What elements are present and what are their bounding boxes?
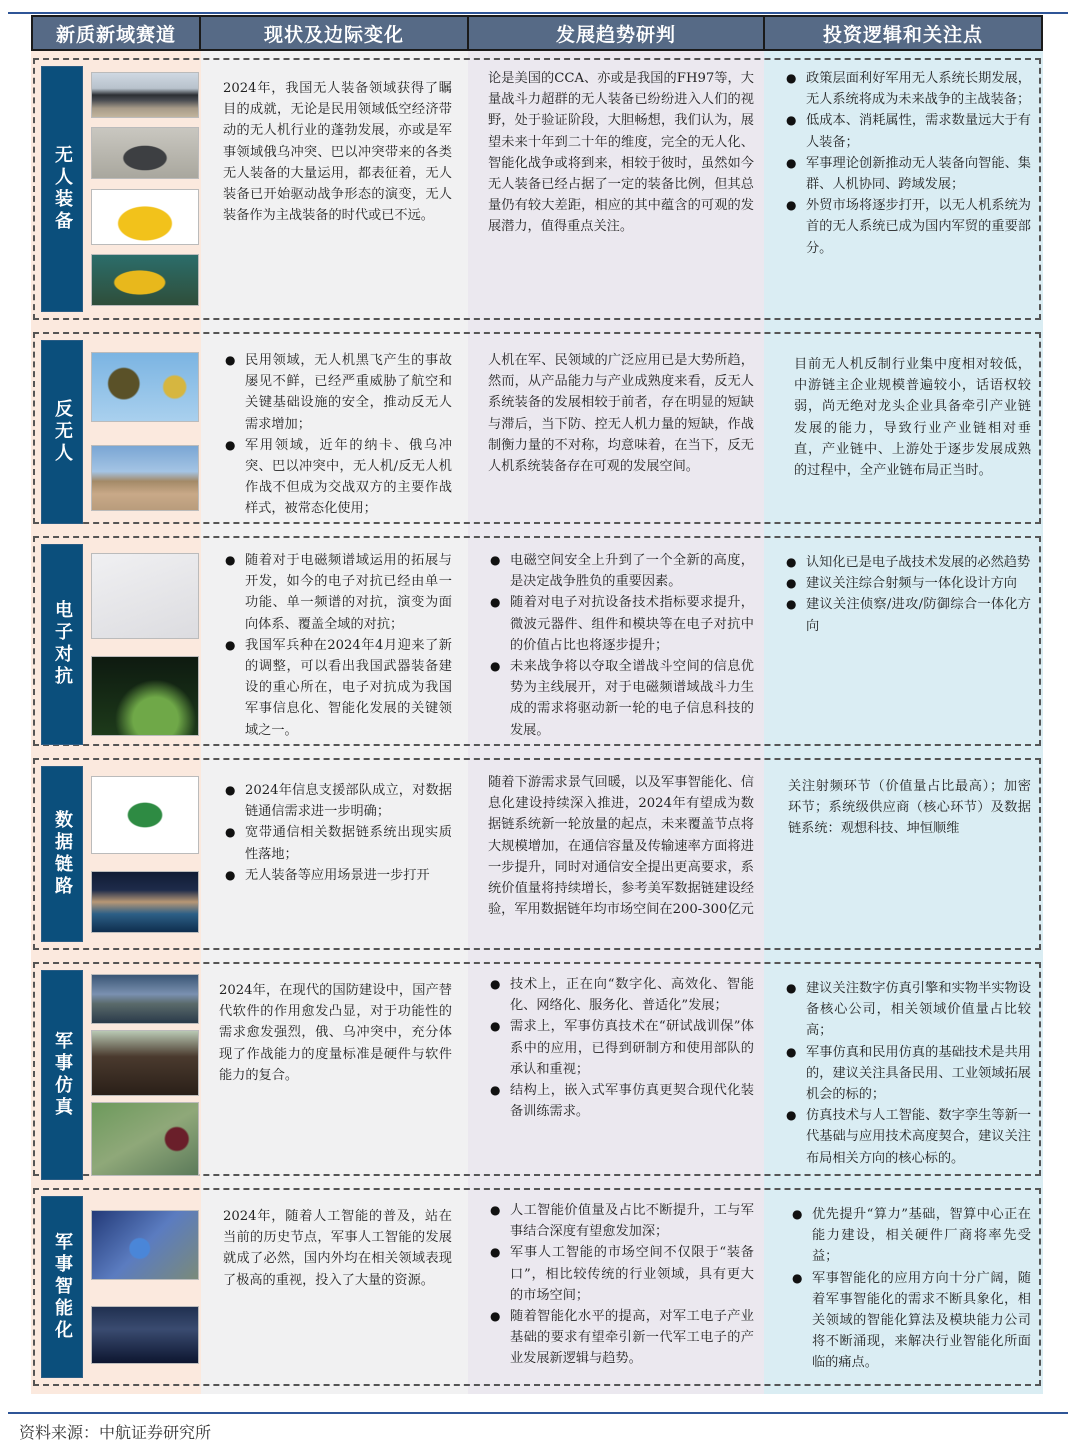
new-domain-tracks-table [31,15,1043,1394]
status-text: 2024年，随着人工智能的普及，站在当前的历史节点，军事人工智能的发展就成了必然，国内外均在相关领域表现了极高的重视，投入了大量的资源。 [223,1209,452,1288]
table-row-electronic-warfare [33,536,1041,746]
status-bullet: ● 军用领域，近年的纳卡、俄乌冲突、巴以冲突中，无人机/反无人机作战不但成为交战双方的主要作战样式，被常态化使用； [223,435,452,520]
status-bullet: ● 2024年信息支援部队成立，对数据链通信需求进一步明确； [223,780,452,822]
invest-bullet: ● 军事仿真和民用仿真的基础技术是共用的，建议关注具备民用、工业领域拓展机会的标的； [784,1042,1031,1106]
invest-bullet: ● 军事智能化的应用方向十分广阔，随着军事智能化的需求不断具象化，相关领域的智能化算法及模块能力公司将不断涌现，来解决行业智能化所面临的痛点。 [790,1268,1031,1374]
invest-text: 关注射频环节（价值量占比最高）；加密环节；系统级供应商（核心环节）及数据链系统：观想科技、坤恒顺维 [788,779,1031,837]
trend-bullet: ● 技术上，正在向“数字化、高效化、智能化、网络化、服务化、普适化”发展； [488,974,754,1016]
trend-bullet: ● 结构上，嵌入式军事仿真更契合现代化装备训练需求。 [488,1080,754,1122]
trend-cell [472,538,768,751]
header-track: 新质新域赛道 [33,17,201,49]
cockpit-simulation-image [91,974,199,1024]
invest-cell [768,1190,1047,1384]
trend-cell [472,964,768,1186]
command-center-image [91,1306,199,1364]
invest-bullet: ● 建议关注侦察/进攻/防御综合一体化方向 [784,594,1031,636]
trend-cell [472,1190,768,1384]
status-bullet: ● 宽带通信相关数据链系统出现实质性落地； [223,822,452,864]
invest-bullet: ● 建议关注综合射频与一体化设计方向 [784,573,1031,594]
trend-bullet: ● 电磁空间安全上升到了一个全新的高度，是决定战争胜负的重要因素。 [488,550,754,592]
status-text: 2024年，在现代的国防建设中，国产替代软件的作用愈发凸显，对于功能性的需求愈发强烈，俄、乌冲突中，充分体现了作战能力的度量标准是硬件与软件能力的复合。 [219,983,452,1083]
header-status: 现状及边际变化 [201,17,469,49]
invest-cell [768,760,1047,948]
header-trend: 发展趋势研判 [469,17,765,49]
status-cell [205,760,472,948]
invest-cell [768,334,1047,530]
invest-bullet: ● 建议关注数字仿真引擎和实物半实物设备核心公司，相关领域价值量占比较高； [784,978,1031,1042]
track-cell [35,60,205,318]
counter-drone-system-image [91,352,199,422]
invest-bullet: ● 认知化已是电子战技术发展的必然趋势 [784,552,1031,573]
top-rule [8,12,1068,14]
track-label: 无人装备 [41,66,83,312]
electronic-warfare-diagram-image [91,553,199,639]
trend-cell [472,334,768,530]
status-cell [205,60,472,318]
ai-chip-image [91,1210,199,1280]
track-cell [35,760,205,948]
bottom-rule [8,1412,1068,1414]
status-cell [205,334,472,530]
invest-text: 目前无人机反制行业集中度相对较低，中游链主企业规模普遍较小，话语权较弱，尚无绝对龙头企业具备牵引产业链发展的能力，导致行业产业链相对垂直，产业链中、上游处于逐步发展成熟的过程中，全产业链布局正当时。 [794,357,1031,479]
track-label: 反无人 [41,340,83,524]
unmanned-surface-vessel-image [91,189,199,245]
trend-bullet: ● 随着对电子对抗设备技术指标要求提升，微波元器件、组件和模块等在电子对抗中的价值占比也将逐步提升； [488,592,754,656]
radar-scope-image [91,656,199,736]
trend-text: 论是美国的CCA、亦或是我国的FH97等，大量战斗力超群的无人装备已纷纷进入人们的视野，处于验证阶段，大胆畅想，我们认为，展望未来十年到二十年的维度，完全的无人化、智能化战争或将到来，相较于彼时，虽然如今无人装备已经占据了一定的装备比例，但其总量仍有较大差距，相应的其中蕴含的可观的发展潜力，值得重点关注。 [488,71,754,235]
trend-bullet: ● 未来战争将以夺取全谱战斗空间的信息优势为主线展开，对于电磁频谱域战斗力生成的需求将驱动新一轮的电子信息科技的发展。 [488,656,754,741]
status-bullet: ● 无人装备等应用场景进一步打开 [223,865,452,886]
track-label: 电子对抗 [41,544,83,745]
invest-bullet: ● 政策层面利好军用无人系统长期发展，无人系统将成为未来战争的主战装备； [784,68,1031,110]
trend-bullet: ● 随着智能化水平的提高，对军工电子产业基础的要求有望牵引新一代军工电子的产业发展新逻辑与趋势。 [488,1306,754,1370]
invest-bullet: ● 优先提升“算力”基础，智算中心正在能力建设，相关硬件厂商将率先受益； [790,1204,1031,1268]
status-bullet: ● 民用领域，无人机黑飞产生的事故屡见不鲜，已经严重威胁了航空和关键基础设施的安全，推动反无人需求增加； [223,350,452,435]
status-cell [205,964,472,1186]
table-row-military-simulation [33,962,1041,1176]
map-simulation-image [91,1102,199,1176]
drone-image [91,72,199,118]
status-bullet: ● 随着对于电磁频谱域运用的拓展与开发，如今的电子对抗已经由单一功能、单一频谱的对抗，演变为面向体系、覆盖全域的对抗； [223,550,452,635]
status-cell [205,538,472,751]
trend-bullet: ● 军事人工智能的市场空间不仅限于“装备口”，相比较传统的行业领域，具有更大的市场空间； [488,1242,754,1306]
status-cell [205,1190,472,1384]
track-cell [35,964,205,1186]
status-bullet: ● 我国军兵种在2024年4月迎来了新的调整，可以看出我国武器装备建设的重心所在，电子对抗成为我国军事信息化、智能化发展的关键领域之一。 [223,635,452,741]
training-simulation-image [91,1030,199,1096]
track-label: 军事智能化 [41,1196,83,1378]
invest-bullet: ● 仿真技术与人工智能、数字孪生等新一代基础与应用技术高度契合，建议关注布局相关方向的核心标的。 [784,1105,1031,1169]
source-note: 资料来源：中航证券研究所 [19,1423,212,1442]
trend-text: 人机在军、民领域的广泛应用已是大势所趋，然而，从产品能力与产业成熟度来看，反无人系统装备的发展相较于前者，存在明显的短缺与滞后，当下防、控无人机力量的短缺，作战制衡力量的不对称，均意味着，在当下，反无人机系统装备存在可观的发展空间。 [488,353,754,475]
data-link-battlefield-image [91,871,199,933]
invest-cell [768,60,1047,318]
track-cell [35,334,205,530]
header-invest: 投资逻辑和关注点 [822,23,983,46]
trend-cell [472,760,768,948]
table-row-counter-drone [33,332,1041,524]
status-text: 2024年，我国无人装备领域获得了瞩目的成就，无论是民用领域低空经济带动的无人机行业的蓬勃发展，亦或是军事领域俄乌冲突、巴以冲突带来的各类无人装备的大量运用，都表征着，无人装备已开始驱动战争形态的演变，无人装备作为主战装备的时代或已不远。 [223,81,452,224]
table-body [31,51,1043,1394]
track-label: 数据链路 [41,766,83,942]
unmanned-underwater-vehicle-image [91,254,199,306]
table-row-data-link [33,758,1041,950]
invest-bullet: ● 军事理论创新推动无人装备向智能、集群、人机协同、跨域发展； [784,153,1031,195]
track-label: 军事仿真 [41,970,83,1180]
unmanned-ground-vehicle-image [91,127,199,179]
invest-cell [768,538,1047,751]
data-link-network-diagram-image [91,776,199,854]
track-cell [35,1190,205,1384]
table-header [31,15,1043,51]
trend-bullet: ● 需求上，军事仿真技术在“研试战训保”体系中的应用，已得到研制方和使用部队的承认和重视； [488,1016,754,1080]
trend-text: 随着下游需求景气回暖，以及军事智能化、信息化建设持续深入推进，2024年有望成为数据链系统新一轮放量的起点，未来覆盖节点将大规模增加，在通信容量及传输速率方面将进一步提升，同时对通信安全提出更高要求，系统价值量将持续增长，参考美军数据链建设经验，军用数据链年均市场空间在200-300亿元 [488,775,754,918]
counter-drone-vehicle-image [91,445,199,511]
track-cell [35,538,205,751]
table-row-military-intelligence [33,1188,1041,1386]
trend-bullet: ● 人工智能价值量及占比不断提升，工与军事结合深度有望愈发加深； [488,1200,754,1242]
invest-cell [768,964,1047,1186]
trend-cell [472,60,768,318]
invest-bullet: ● 低成本、消耗属性，需求数量远大于有人装备； [784,110,1031,152]
table-row-unmanned-equipment [33,58,1041,320]
invest-bullet: ● 外贸市场将逐步打开，以无人机系统为首的无人系统已成为国内军贸的重要部分。 [784,195,1031,259]
